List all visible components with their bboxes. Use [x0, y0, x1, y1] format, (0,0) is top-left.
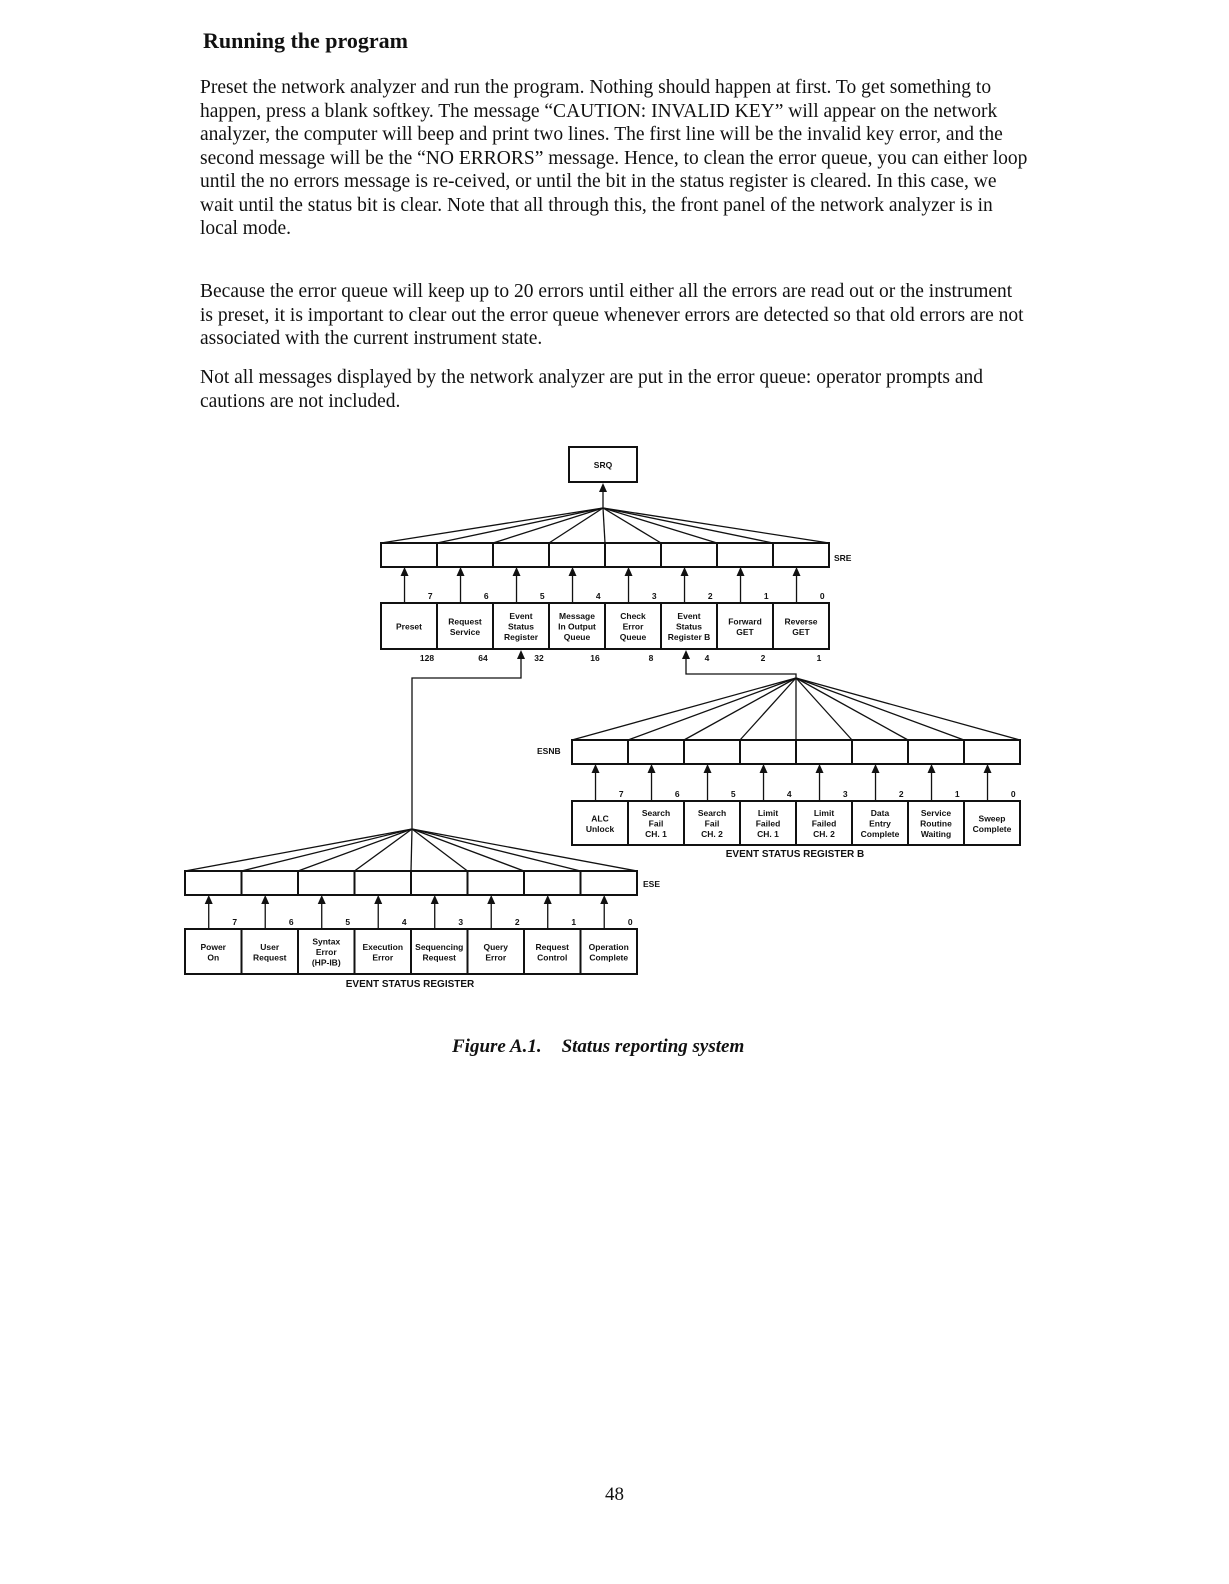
sre-bit-arrow [737, 567, 745, 576]
sre-bit-name: Service [449, 626, 481, 637]
esnb-bit-name: ALC [591, 813, 609, 824]
sre-bit-arrow [681, 567, 689, 576]
sre-bit-number: 1 [763, 591, 769, 601]
ese-register-name: EVENT STATUS REGISTER [345, 979, 475, 990]
ese-summary-link [412, 658, 521, 829]
sre-bit-name: Check [620, 611, 646, 621]
esnb-fan-line [796, 678, 908, 740]
paragraph-3: Not all messages displayed by the network analyzer are put in the error queue: operator prompts and cautions are not included. [200, 367, 983, 412]
ese-bit-arrow [261, 895, 269, 904]
ese-bit-number: 2 [514, 917, 520, 927]
esnb-bit-number: 4 [786, 789, 792, 799]
esnb-bit-arrow [816, 764, 824, 773]
section-heading: Running the program [203, 28, 408, 53]
esnb-bit-name: Data [870, 808, 890, 818]
ese-bit-name: Complete [589, 952, 629, 963]
esnb-fan-line [796, 678, 1020, 740]
sre-bit-weight: 32 [534, 653, 544, 663]
ese-bit-arrow [487, 895, 495, 904]
esnb-bit-name: Search [641, 808, 671, 818]
esnb-bit-name: Routine [920, 818, 952, 829]
ese-bit-arrow [374, 895, 382, 904]
esnb-bit-name: Service [920, 808, 952, 818]
sre-bit-name: Preset [396, 621, 422, 632]
page-number: 48 [605, 1484, 624, 1505]
esnb-bit-arrow [984, 764, 992, 773]
esnb-bit-name: Fail [648, 818, 664, 829]
esnb-bit-number: 5 [730, 789, 736, 799]
sre-fan-line [381, 508, 603, 543]
ese-bit-name: Query [483, 941, 509, 952]
sre-bit-weight: 2 [760, 653, 766, 663]
sre-bit-weight: 1 [816, 653, 822, 663]
ese-summary-arrow [517, 650, 525, 659]
sre-bit-name: Queue [619, 632, 647, 642]
esnb-bit-arrow [704, 764, 712, 773]
sre-label: SRE [834, 553, 852, 563]
sre-bit-name: Status [676, 621, 702, 632]
sre-bit-name: Event [509, 611, 533, 621]
ese-bit-name: Error [315, 947, 337, 957]
caption-title: Status reporting system [561, 1036, 745, 1057]
sre-bit-arrow [401, 567, 409, 576]
ese-bit-name: Error [372, 952, 394, 963]
sre-bit-number: 2 [707, 591, 713, 601]
esnb-bit-name: CH. 2 [813, 829, 835, 839]
esnb-label: ESNB [537, 746, 561, 756]
ese-bit-name: Operation [588, 941, 629, 952]
esnb-fan-line [796, 678, 964, 740]
sre-bit-name: Request [448, 616, 482, 627]
ese-bit-name: Power [200, 941, 227, 952]
esnb-bit-number: 2 [898, 789, 904, 799]
esnb-bit-arrow [872, 764, 880, 773]
sre-bit-number: 6 [483, 591, 489, 601]
sre-fan-line [603, 508, 605, 543]
ese-fan-line [185, 829, 412, 871]
ese-register-group [185, 829, 637, 974]
paragraph-2: Because the error queue will keep up to 20 errors until either all the errors are read out or the instrument is preset, it is important to clear out the error queue whenever errors are detected so that old errors are not associated with the current instrument state. [200, 281, 1024, 349]
esnb-bit-arrow [592, 764, 600, 773]
srq-label: SRQ [593, 460, 613, 470]
sre-fan-line [493, 508, 603, 543]
ese-bit-number: 5 [345, 917, 351, 927]
ese-bit-name: On [207, 952, 220, 963]
sre-bit-weight: 4 [704, 653, 710, 663]
ese-label: ESE [643, 879, 661, 889]
sre-bit-name: Queue [563, 632, 591, 642]
esnb-bit-name: Fail [704, 818, 720, 829]
sre-bit-name: Register [503, 632, 539, 642]
esnb-bit-name: Sweep [978, 813, 1006, 824]
sre-bit-name: Forward [728, 616, 762, 627]
sre-fan-line [437, 508, 603, 543]
esnb-bit-name: Failed [755, 818, 781, 829]
sre-bit-name: Register B [667, 632, 711, 642]
esnb-summary-link [686, 658, 796, 678]
sre-bit-weight: 16 [590, 653, 600, 663]
ese-bit-name: Request [535, 941, 570, 952]
caption-number: Figure A.1. [452, 1036, 542, 1057]
esnb-bit-name: Complete [860, 829, 900, 839]
esnb-fan-line [796, 678, 852, 740]
sre-fan-line [603, 508, 773, 543]
ese-fan-line [298, 829, 412, 871]
sre-bit-name: Error [622, 621, 644, 632]
ese-bit-name: Request [252, 952, 287, 963]
sre-fan-line [603, 508, 661, 543]
sre-bit-arrow [513, 567, 521, 576]
ese-bit-name: Execution [362, 941, 404, 952]
esnb-summary-arrow [682, 650, 690, 659]
sre-bit-name: GET [792, 626, 810, 637]
figure-caption [452, 1036, 744, 1058]
ese-fan-line [412, 829, 581, 871]
esnb-bit-name: Waiting [920, 829, 952, 839]
sre-bit-weight: 8 [648, 653, 654, 663]
esnb-bit-number: 0 [1010, 789, 1016, 799]
sre-bit-name: GET [736, 626, 754, 637]
sre-bit-number: 7 [427, 591, 433, 601]
sre-bit-arrow [569, 567, 577, 576]
esnb-bit-name: Limit [757, 808, 779, 818]
ese-fan-line [242, 829, 413, 871]
ese-fan-line [355, 829, 413, 871]
ese-bit-arrow [318, 895, 326, 904]
ese-bit-name: Control [537, 952, 568, 963]
esnb-fan-line [572, 678, 796, 740]
sre-fan-line [603, 508, 717, 543]
esnb-register-name: EVENT STATUS REGISTER B [725, 849, 865, 860]
sre-bit-number: 3 [651, 591, 657, 601]
sre-bit-number: 0 [819, 591, 825, 601]
ese-bit-number: 4 [401, 917, 407, 927]
sre-bit-number: 5 [539, 591, 545, 601]
ese-fan-line [412, 829, 524, 871]
esnb-bit-name: CH. 1 [757, 829, 779, 839]
ese-bit-number: 3 [458, 917, 464, 927]
sre-bit-name: In Output [558, 621, 596, 632]
esnb-bit-number: 6 [674, 789, 680, 799]
ese-bit-arrow [544, 895, 552, 904]
paragraph-1: Preset the network analyzer and run the program. Nothing should happen at first. To get something to happen, press a blank softkey. The message “CAUTION: INVALID KEY” will appear on the network analyzer, the computer will beep and print two lines. The first line will be the invalid key error, and the second message will be the “NO ERRORS” message. Hence, to clean the error queue, you can either loop until the no errors message is re-ceived, or until the bit in the status register is cleared. In this case, we wait until the status bit is clear. Note that all through this, the front panel of the network analyzer is in local mode. [200, 77, 1028, 239]
esnb-register-group [572, 678, 1020, 845]
sre-register-group [381, 483, 829, 829]
ese-bit-number: 0 [627, 917, 633, 927]
ese-bit-name: Sequencing [415, 941, 464, 952]
sre-bit-name: Message [559, 611, 595, 621]
sre-bit-number: 4 [595, 591, 601, 601]
ese-bit-number: 7 [232, 917, 238, 927]
esnb-bit-name: Complete [972, 823, 1012, 834]
esnb-fan-line [628, 678, 796, 740]
esnb-bit-number: 1 [954, 789, 960, 799]
ese-bit-number: 1 [571, 917, 577, 927]
esnb-fan-line [740, 678, 796, 740]
sre-bit-arrow [793, 567, 801, 576]
sre-fan-line [603, 508, 829, 543]
sre-bit-name: Event [677, 611, 701, 621]
esnb-bit-name: Search [697, 808, 727, 818]
esnb-bit-arrow [648, 764, 656, 773]
esnb-bit-name: Limit [813, 808, 835, 818]
sre-bit-weight: 128 [419, 653, 435, 663]
esnb-bit-name: CH. 1 [645, 829, 667, 839]
sre-bit-arrow [625, 567, 633, 576]
ese-bit-name: Syntax [312, 936, 341, 947]
esnb-bit-arrow [760, 764, 768, 773]
esnb-bit-name: Entry [869, 818, 891, 829]
ese-bit-number: 6 [288, 917, 294, 927]
sre-bit-weight: 64 [478, 653, 488, 663]
esnb-bit-name: Failed [811, 818, 837, 829]
sre-bit-arrow [457, 567, 465, 576]
ese-bit-name: Request [422, 952, 457, 963]
ese-bit-arrow [431, 895, 439, 904]
ese-bit-name: User [260, 941, 280, 952]
ese-bit-name: Error [485, 952, 507, 963]
sre-bit-name: Status [508, 621, 534, 632]
srq-arrow [599, 483, 607, 492]
esnb-bit-number: 3 [842, 789, 848, 799]
sre-bit-name: Reverse [784, 616, 818, 627]
esnb-bit-name: Unlock [585, 823, 615, 834]
ese-fan-line [411, 829, 412, 871]
esnb-bit-arrow [928, 764, 936, 773]
ese-fan-line [412, 829, 637, 871]
esnb-fan-line [684, 678, 796, 740]
esnb-bit-number: 7 [618, 789, 624, 799]
ese-bit-arrow [600, 895, 608, 904]
ese-bit-arrow [205, 895, 213, 904]
ese-bit-name: (HP-IB) [311, 957, 341, 968]
esnb-bit-name: CH. 2 [701, 829, 723, 839]
